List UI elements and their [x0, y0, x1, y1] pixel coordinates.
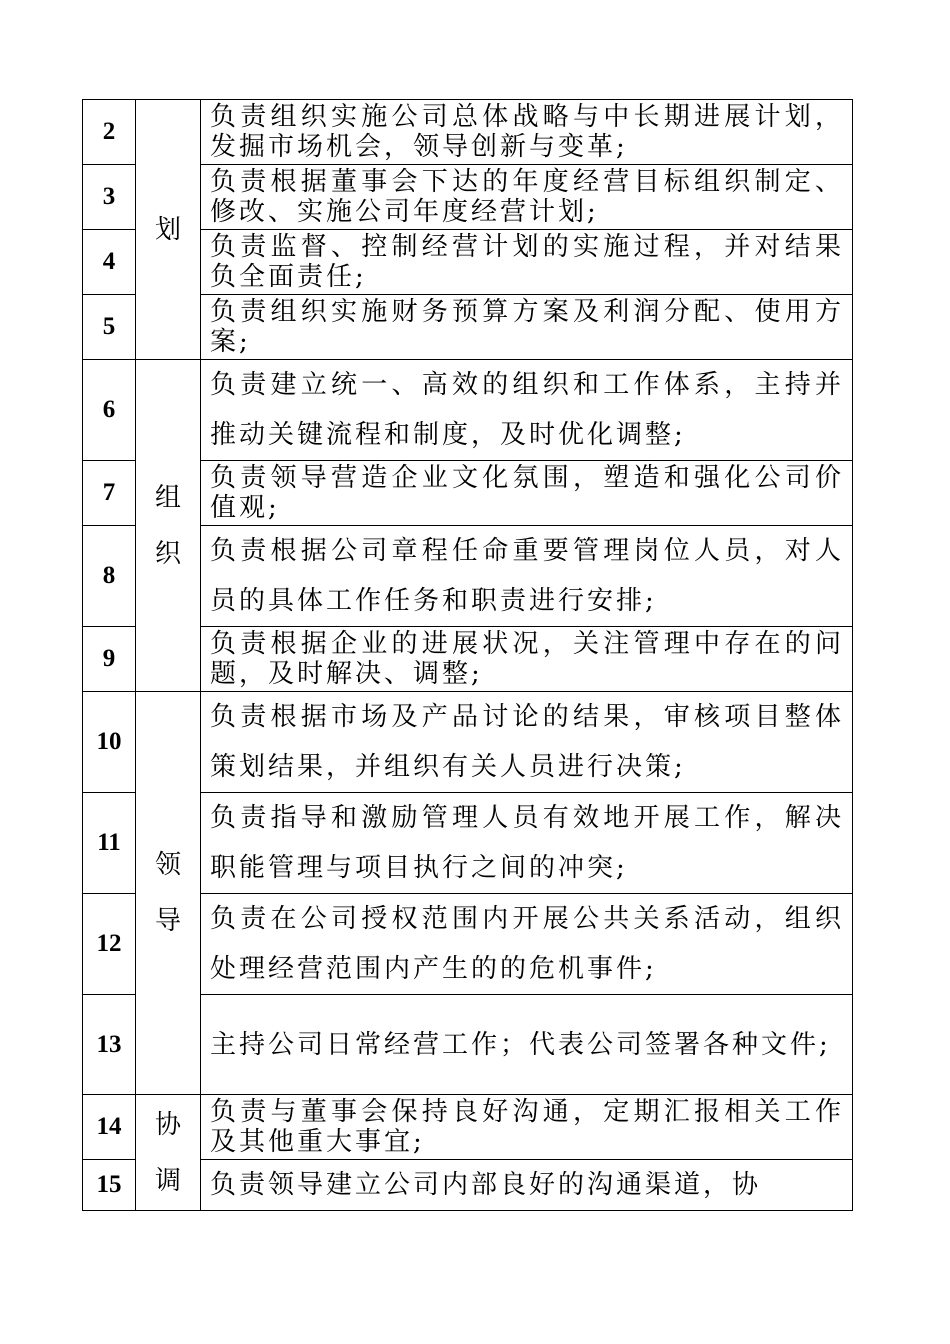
duty-text: 负责领导营造企业文化氛围，塑造和强化公司价值观;	[201, 461, 853, 526]
category-coordinate	[136, 1095, 201, 1211]
duty-text: 负责组织实施财务预算方案及利润分配、使用方案;	[201, 295, 853, 360]
row-number: 15	[83, 1160, 136, 1211]
duty-text: 负责组织实施公司总体战略与中长期进展计划，发掘市场机会，领导创新与变革;	[201, 100, 853, 165]
duty-table	[82, 99, 853, 1211]
table-row	[83, 1095, 853, 1160]
row-number: 5	[83, 295, 136, 360]
category-organize	[136, 360, 201, 692]
table-row	[83, 692, 853, 793]
row-number: 10	[83, 692, 136, 793]
category-lead	[136, 692, 201, 1095]
row-number: 2	[83, 100, 136, 165]
table-row	[83, 360, 853, 461]
duty-text: 负责根据市场及产品讨论的结果，审核项目整体策划结果，并组织有关人员进行决策;	[201, 692, 853, 793]
row-number: 11	[83, 793, 136, 894]
duty-text: 负责与董事会保持良好沟通，定期汇报相关工作及其他重大事宜;	[201, 1095, 853, 1160]
row-number: 12	[83, 894, 136, 995]
category-char: 协	[154, 1109, 181, 1140]
duty-text: 负责监督、控制经营计划的实施过程，并对结果负全面责任;	[201, 230, 853, 295]
category-plan	[136, 100, 201, 360]
duty-text: 负责建立统一、高效的组织和工作体系，主持并推动关键流程和制度，及时优化调整;	[201, 360, 853, 461]
category-char: 导	[154, 906, 181, 936]
row-number: 6	[83, 360, 136, 461]
row-number: 7	[83, 461, 136, 526]
category-char: 组	[154, 482, 181, 513]
duty-text: 负责根据董事会下达的年度经营目标组织制定、修改、实施公司年度经营计划;	[201, 165, 853, 230]
row-number: 4	[83, 230, 136, 295]
duty-text: 负责在公司授权范围内开展公共关系活动，组织处理经营范围内产生的的危机事件;	[201, 894, 853, 995]
duty-text: 负责根据公司章程任命重要管理岗位人员，对人员的具体工作任务和职责进行安排;	[201, 526, 853, 627]
row-number: 8	[83, 526, 136, 627]
table-row	[83, 100, 853, 165]
row-number: 13	[83, 995, 136, 1095]
row-number: 14	[83, 1095, 136, 1160]
duty-text: 负责根据企业的进展状况，关注管理中存在的问题，及时解决、调整;	[201, 627, 853, 692]
duty-text: 负责指导和激励管理人员有效地开展工作，解决职能管理与项目执行之间的冲突;	[201, 793, 853, 894]
category-char: 领	[154, 850, 181, 880]
row-number: 9	[83, 627, 136, 692]
category-char: 调	[154, 1165, 181, 1196]
duty-text: 主持公司日常经营工作；代表公司签署各种文件;	[201, 995, 853, 1095]
category-char: 织	[154, 538, 181, 569]
row-number: 3	[83, 165, 136, 230]
category-char: 划	[154, 214, 181, 245]
duty-text: 负责领导建立公司内部良好的沟通渠道，协	[201, 1160, 853, 1211]
